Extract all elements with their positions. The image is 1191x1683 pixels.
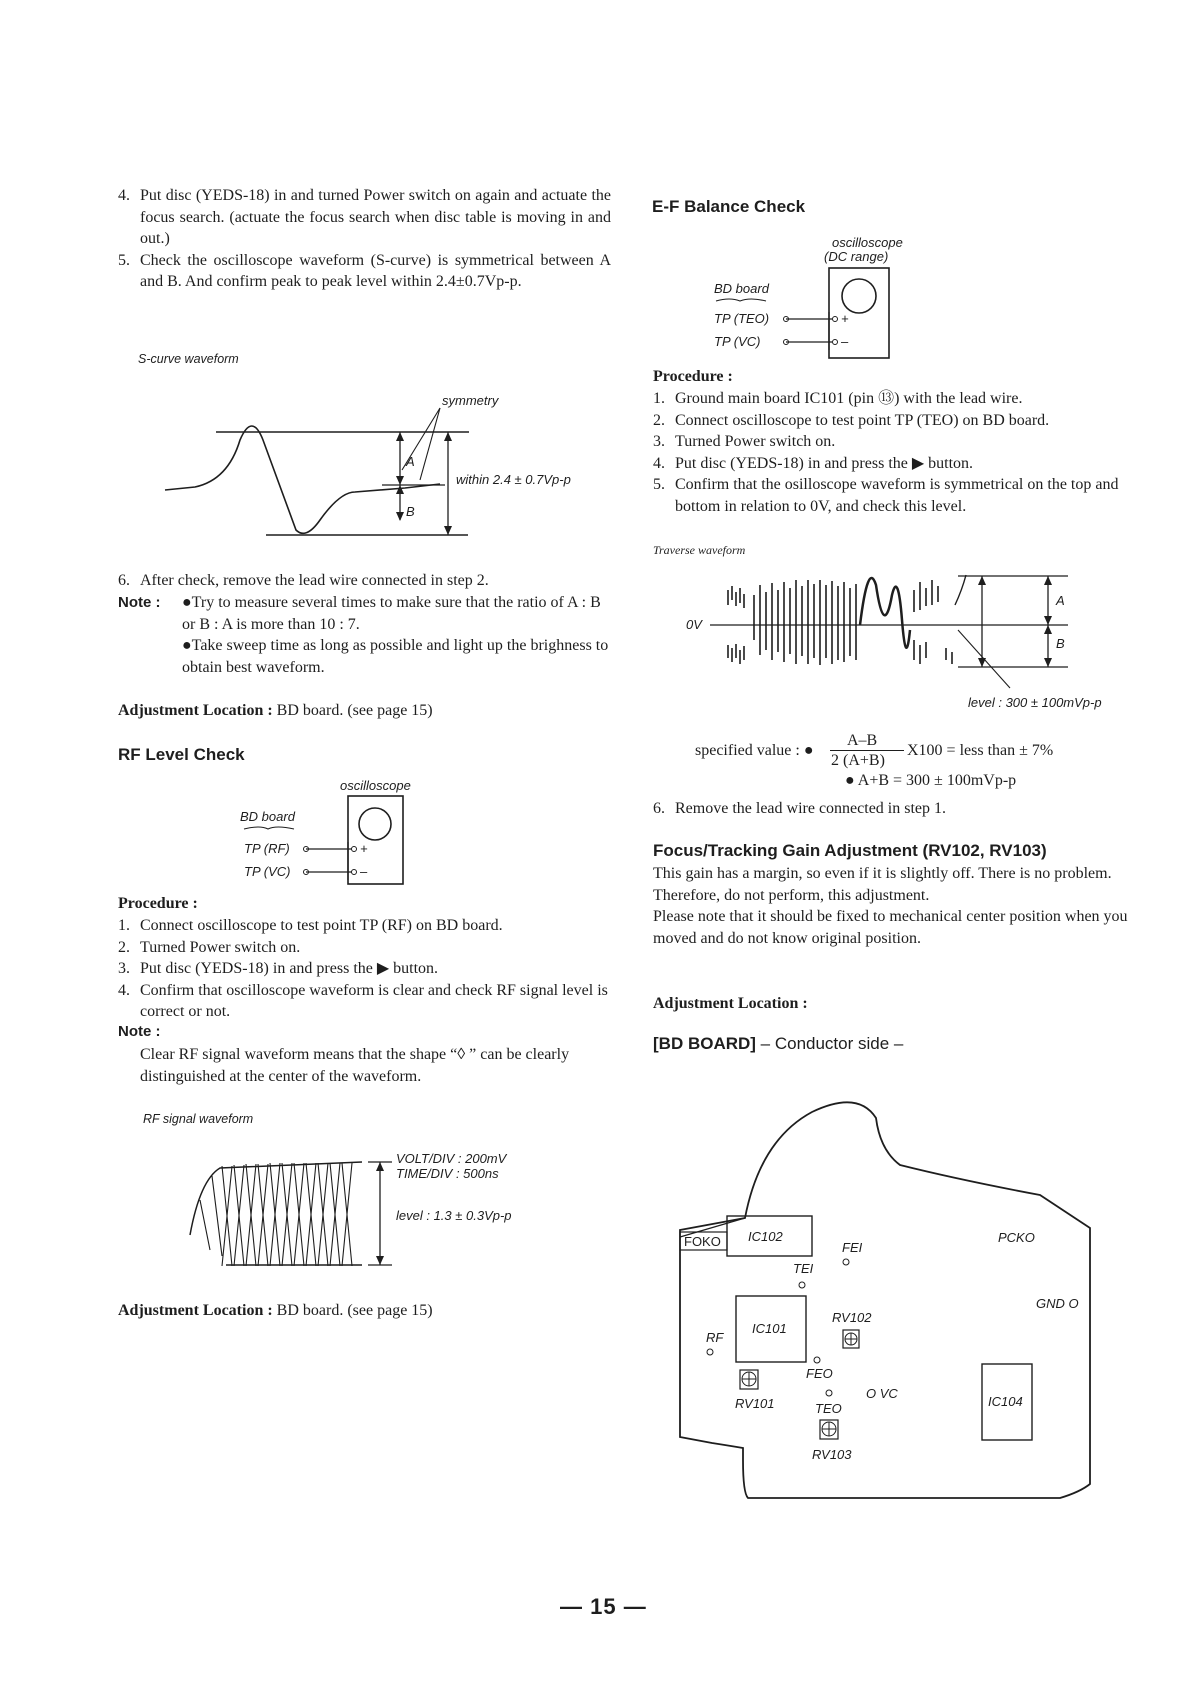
- bd-board-label: BD board: [714, 281, 769, 296]
- rf-label: RF: [706, 1330, 724, 1345]
- ic102-label: IC102: [748, 1229, 783, 1244]
- note-label: Note :: [118, 594, 161, 611]
- plus-label: +: [841, 311, 849, 326]
- list-item: 6. After check, remove the lead wire connected in step 2.: [118, 572, 489, 589]
- foko-label: FOKO: [684, 1234, 721, 1249]
- rv102-label: RV102: [832, 1310, 872, 1325]
- note2-text: Clear RF signal waveform means that the shape “◊ ” can be clearly distinguished at the center of the waveform.: [140, 1046, 570, 1085]
- rf-procedure-label: Procedure :: [118, 895, 198, 912]
- focus-tracking-heading: Focus/Tracking Gain Adjustment (RV102, RV103): [653, 841, 1047, 860]
- rf-level-heading: RF Level Check: [118, 745, 245, 764]
- tp-rf-label: TP (RF): [244, 841, 290, 856]
- rf-wave-caption: RF signal waveform: [143, 1112, 254, 1126]
- bd-board-label: BD board: [240, 809, 295, 824]
- traverse-caption: Traverse waveform: [653, 543, 746, 557]
- rv101-label: RV101: [735, 1396, 775, 1411]
- b-label: B: [406, 504, 415, 519]
- list-item: 4. Confirm that oscilloscope waveform is clear and check RF signal level is correct or not.: [118, 981, 608, 1020]
- ic104-label: IC104: [988, 1394, 1023, 1409]
- list-item: 5. Check the oscilloscope waveform (S-curve) is symmetrical between A and B. And confirm peak to peak level within 2.4±0.7Vp-p.: [118, 251, 611, 290]
- time-div-label: TIME/DIV : 500ns: [396, 1166, 499, 1181]
- list-item: 1. Connect oscilloscope to test point TP (RF) on BD board.: [118, 917, 503, 934]
- tp-vc-label: TP (VC): [244, 864, 291, 879]
- adjustment-location-1: Adjustment Location : BD board. (see page 15): [118, 702, 433, 719]
- ef-procedure-label: Procedure :: [653, 368, 733, 385]
- traverse-level-label: level : 300 ± 100mVp-p: [968, 695, 1102, 710]
- paragraph: Therefore, do not perform, this adjustment.: [653, 886, 930, 904]
- list-item: 4. Put disc (YEDS-18) in and turned Power switch on again and actuate the focus search. (actuate the focus search when disc table is moving in and out.): [118, 187, 611, 247]
- oscilloscope-label: oscilloscope: [832, 235, 903, 250]
- scurve-caption: S-curve waveform: [138, 352, 239, 366]
- symmetry-label: symmetry: [442, 393, 499, 408]
- teo-label: TEO: [815, 1401, 842, 1416]
- note-item: ●Try to measure several times to make sure that the ratio of A : B or B : A is more than 10 : 7.: [182, 594, 601, 633]
- list-item: 2. Turned Power switch on.: [118, 938, 301, 956]
- bd-board-title: [BD BOARD] – Conductor side –: [653, 1034, 904, 1053]
- tp-teo-label: TP (TEO): [714, 311, 770, 326]
- minus-label: –: [360, 864, 368, 879]
- rf-level-label: level : 1.3 ± 0.3Vp-p: [396, 1208, 512, 1223]
- within-label: within 2.4 ± 0.7Vp-p: [456, 472, 571, 487]
- adjustment-location-label: Adjustment Location :: [653, 995, 808, 1012]
- fei-label: FEI: [842, 1240, 863, 1255]
- zero-volt-label: 0V: [686, 617, 702, 632]
- paragraph: This gain has a margin, so even if it is slightly off. There is no problem.: [653, 865, 1112, 882]
- minus-label: –: [841, 334, 849, 349]
- vc-label: O VC: [866, 1386, 898, 1401]
- list-item: 4. Put disc (YEDS-18) in and press the ▶ button.: [653, 454, 974, 472]
- b-label: B: [1056, 636, 1065, 651]
- rv103-label: RV103: [812, 1447, 852, 1462]
- a-label: A: [1056, 593, 1065, 608]
- page-number: — 15 —: [560, 1594, 647, 1619]
- feo-label: FEO: [806, 1366, 833, 1381]
- list-item: 5. Confirm that the osilloscope waveform is symmetrical on the top and bottom in relation to 0V, and check this level.: [653, 476, 1119, 515]
- plus-label: +: [360, 841, 368, 856]
- note-item: ●Take sweep time as long as possible and light up the brighness to obtain best waveform.: [182, 637, 609, 676]
- paragraph: Please note that it should be fixed to mechanical center position when you moved and do not know original position.: [653, 908, 1128, 947]
- pcko-label: PCKO: [998, 1230, 1035, 1245]
- ef-balance-heading: E-F Balance Check: [652, 197, 806, 216]
- list-item: 1. Ground main board IC101 (pin ⑬) with the lead wire.: [653, 390, 1023, 407]
- tp-vc-label: TP (VC): [714, 334, 761, 349]
- volt-div-label: VOLT/DIV : 200mV: [396, 1151, 507, 1166]
- list-item: 3. Turned Power switch on.: [653, 433, 836, 450]
- tei-label: TEI: [793, 1261, 814, 1276]
- list-item: 6. Remove the lead wire connected in step 1.: [653, 800, 947, 817]
- list-item: 3. Put disc (YEDS-18) in and press the ▶ button.: [118, 960, 439, 977]
- oscilloscope-label: oscilloscope: [340, 778, 411, 793]
- a-label: A: [406, 454, 415, 469]
- gnd-label: GND O: [1036, 1296, 1079, 1311]
- specified-value: specified value : ● A–B 2 (A+B) X100 = less than ± 7% ● A+B = 300 ± 100mVp-p: [695, 732, 1054, 789]
- ic101-label: IC101: [752, 1321, 787, 1336]
- list-item: 2. Connect oscilloscope to test point TP (TEO) on BD board.: [653, 411, 1050, 429]
- note2-label: Note :: [118, 1023, 161, 1040]
- dc-range-label: (DC range): [824, 249, 889, 264]
- adjustment-location-2: Adjustment Location : BD board. (see page 15): [118, 1302, 433, 1319]
